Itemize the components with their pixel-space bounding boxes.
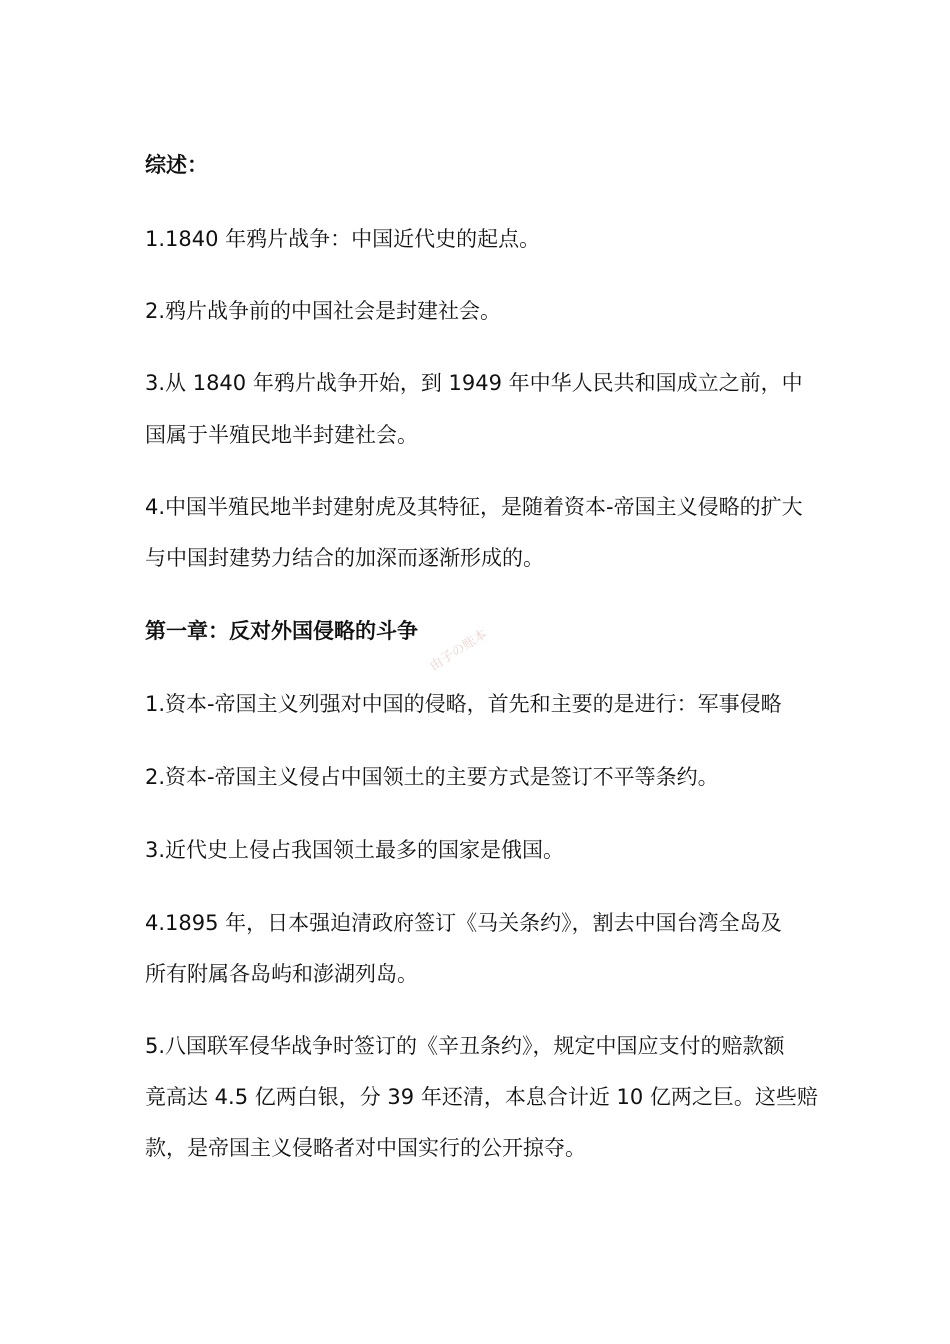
chapter1-item-3: 3.近代史上侵占我国领土最多的国家是俄国。 <box>145 838 565 862</box>
chapter1-item-2: 2.资本-帝国主义侵占中国领土的主要方式是签订不平等条约。 <box>145 765 719 789</box>
chapter1-item-5-line-3: 款，是帝国主义侵略者对中国实行的公开掠夺。 <box>145 1136 586 1160</box>
chapter1-item-4-line-1: 4.1895 年，日本强迫清政府签订《马关条约》，割去中国台湾全岛及 <box>145 911 782 935</box>
summary-item-3-line-1: 3.从 1840 年鸦片战争开始，到 1949 年中华人民共和国成立之前，中 <box>145 371 803 395</box>
chapter1-item-1: 1.资本-帝国主义列强对中国的侵略，首先和主要的是进行：军事侵略 <box>145 692 782 716</box>
summary-heading: 综述： <box>145 153 208 177</box>
summary-item-1: 1.1840 年鸦片战争：中国近代史的起点。 <box>145 227 541 251</box>
chapter1-item-5-line-1: 5.八国联军侵华战争时签订的《辛丑条约》，规定中国应支付的赔款额 <box>145 1034 785 1058</box>
chapter1-item-5-line-2: 竟高达 4.5 亿两白银，分 39 年还清，本息合计近 10 亿两之巨。这些赔 <box>145 1085 818 1109</box>
watermark-text: 由子の账本 <box>427 626 491 675</box>
summary-item-4-line-1: 4.中国半殖民地半封建射虎及其特征，是随着资本-帝国主义侵略的扩大 <box>145 495 803 519</box>
summary-item-2: 2.鸦片战争前的中国社会是封建社会。 <box>145 299 502 323</box>
chapter1-heading: 第一章：反对外国侵略的斗争 <box>145 619 418 643</box>
summary-item-3-line-2: 国属于半殖民地半封建社会。 <box>145 423 418 447</box>
summary-item-4-line-2: 与中国封建势力结合的加深而逐渐形成的。 <box>145 546 544 570</box>
chapter1-item-4-line-2: 所有附属各岛屿和澎湖列岛。 <box>145 962 418 986</box>
